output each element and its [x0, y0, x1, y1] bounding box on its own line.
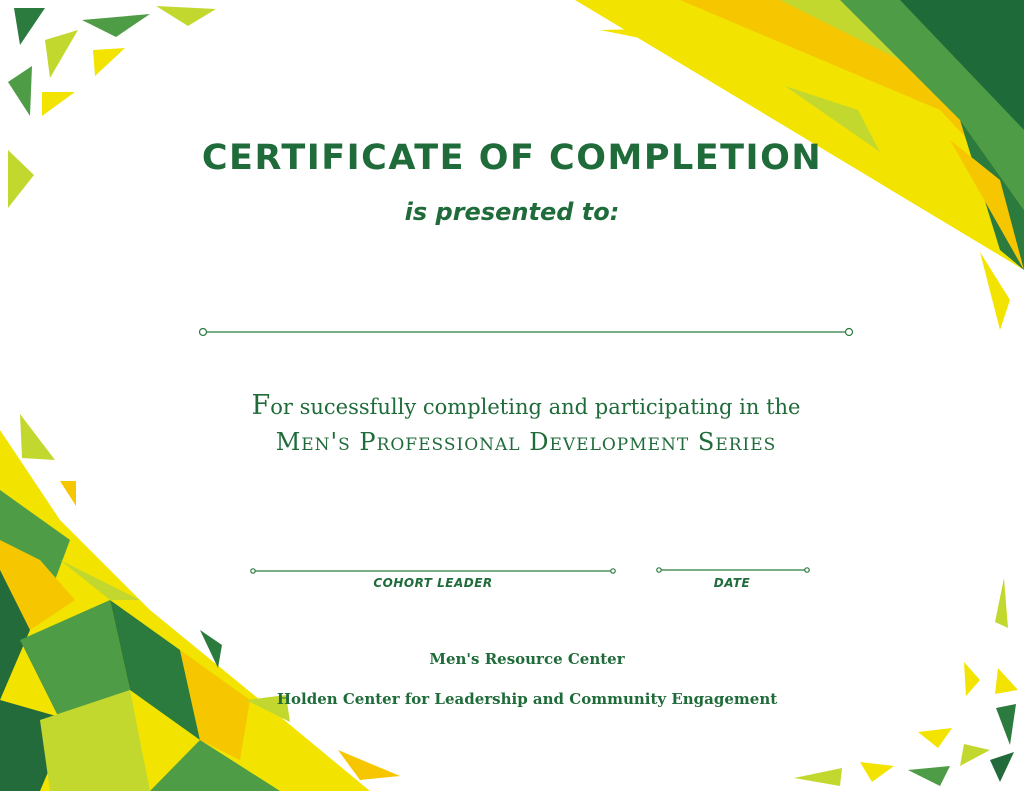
bottom-right-triangle	[990, 752, 1014, 782]
date-signature-line	[657, 568, 809, 572]
top-left-triangle	[93, 48, 125, 76]
series-name	[0, 428, 1024, 456]
bottom-right-triangle	[908, 766, 950, 786]
certificate-title: CERTIFICATE OF COMPLETION	[201, 138, 823, 178]
presented-to-subtitle: is presented to:	[404, 198, 620, 226]
top-left-triangle	[8, 66, 32, 116]
series-name-text: Men's Professional Development Series	[275, 428, 777, 456]
bottom-right-triangle	[996, 704, 1016, 745]
bottom-right-triangle	[918, 728, 952, 748]
bottom-right-triangle	[794, 768, 842, 786]
recipient-name-line	[200, 329, 853, 336]
top-right-triangle	[980, 252, 1010, 330]
cohort-leader-label: COHORT LEADER	[373, 576, 493, 590]
top-left-triangle	[42, 92, 75, 116]
bottom-right-triangle	[960, 744, 990, 766]
organization-line-1: Men's Resource Center	[429, 650, 625, 668]
top-right-triangle	[600, 28, 690, 48]
top-left-triangle	[45, 30, 78, 78]
cohort-leader-signature-line	[251, 569, 615, 573]
bottom-right-triangle	[860, 762, 894, 782]
completion-statement-text: or sucessfully completing and participating in the	[270, 395, 801, 419]
top-left-triangle	[14, 8, 45, 45]
bottom-left-triangle	[60, 481, 76, 506]
completion-statement-initial: F	[251, 390, 271, 421]
bottom-right-triangle	[995, 578, 1008, 628]
date-label: DATE	[713, 576, 751, 590]
top-left-triangle	[82, 14, 150, 37]
top-left-triangle	[156, 6, 216, 26]
organization-line-2: Holden Center for Leadership and Community Engagement	[276, 690, 778, 708]
completion-statement	[0, 390, 1024, 421]
